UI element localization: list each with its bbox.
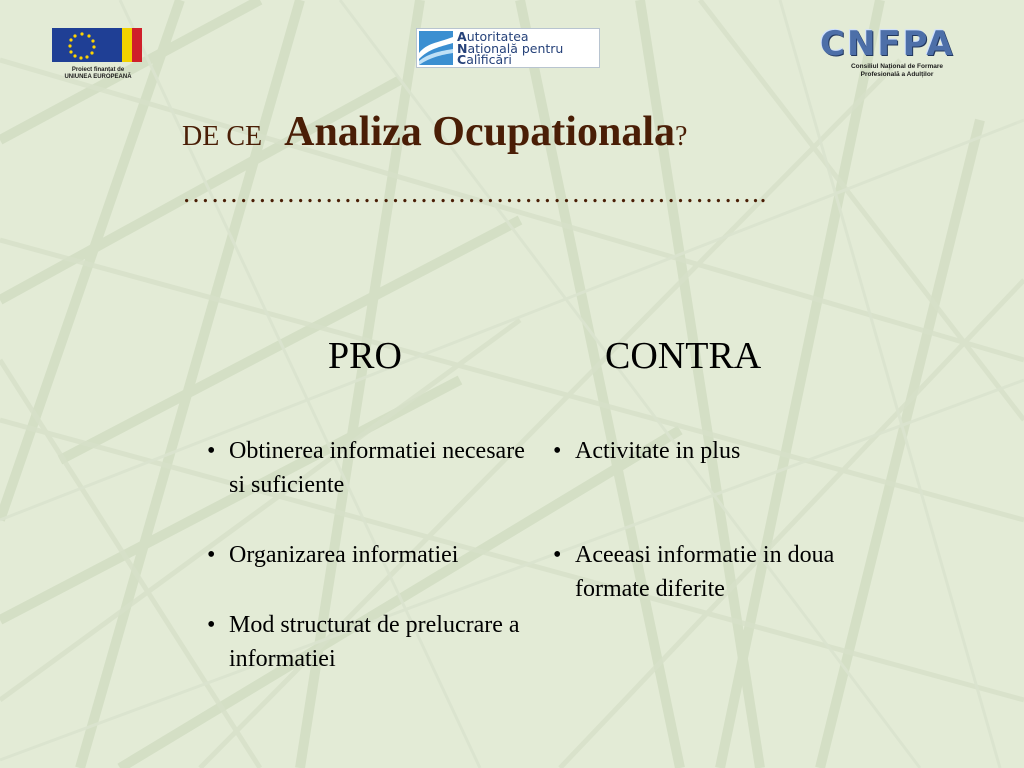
- bullet-icon: •: [207, 438, 216, 464]
- cnfpa-subtitle-line2: Profesională a Adulților: [860, 70, 934, 78]
- title-lead: DE CE: [182, 121, 263, 152]
- anc-line-2: Națională pentru: [457, 40, 564, 56]
- contra-list-item: • Aceeasi informatie in doua formate diferite: [553, 538, 853, 606]
- cnfpa-subtitle-line1: Consiliul Național de Formare: [850, 63, 944, 70]
- pro-list: [207, 434, 532, 712]
- bullet-icon: •: [553, 438, 562, 464]
- cnfpa-logo: [818, 24, 976, 80]
- anc-wave-icon: [419, 31, 453, 65]
- pro-list-item: • Mod structurat de prelucrare a informatiei: [207, 608, 532, 676]
- title-question-mark: ?: [675, 121, 688, 152]
- title-dotted-line: ……………………………………………………..: [182, 178, 767, 209]
- anc-logo-box: [416, 28, 600, 68]
- anc-line-1: Autoritatea: [457, 29, 529, 44]
- pro-heading: PRO: [328, 335, 402, 377]
- eu-logo: [46, 26, 150, 78]
- bullet-icon: •: [207, 542, 216, 568]
- contra-heading: CONTRA: [605, 335, 762, 377]
- eu-caption-line1: Proiect finanțat de: [71, 67, 125, 73]
- bullet-icon: •: [553, 542, 562, 568]
- pro-list-item: • Obtinerea informatiei necesare si suficiente: [207, 434, 532, 502]
- eu-caption-line2: UNIUNEA EUROPEANĂ: [64, 73, 132, 80]
- slide-title: [182, 108, 687, 156]
- title-main: Analiza Ocupationala: [284, 109, 675, 155]
- eu-flag-icon: [46, 26, 150, 66]
- cnfpa-acronym: CNFPA: [820, 24, 955, 64]
- contra-list: [553, 434, 853, 642]
- anc-line-3: Calificări: [457, 52, 512, 67]
- pro-list-item: • Organizarea informatiei: [207, 538, 532, 572]
- contra-list-item: • Activitate in plus: [553, 434, 853, 468]
- anc-logo: [416, 28, 600, 68]
- bullet-icon: •: [207, 612, 216, 638]
